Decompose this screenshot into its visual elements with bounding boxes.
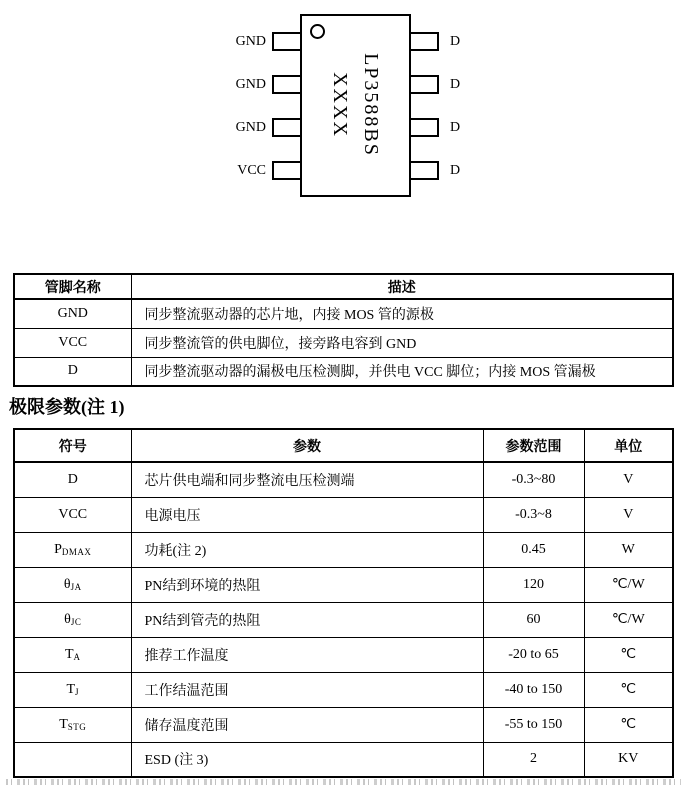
right-pin-stub-3 [409,118,439,137]
pin1-indicator-icon [310,24,325,39]
left-pin-label-4: VCC [237,163,266,178]
symbol-cell: θJC [14,602,131,637]
table-row [14,328,673,357]
unit-cell: ℃ [584,707,673,742]
symbol-cell: θJA [14,567,131,602]
left-pin-label-2: GND [235,77,266,92]
clipped-note-line [6,779,681,785]
symbol-cell [14,742,131,777]
chip-lot-code: XXXX [329,72,351,138]
parameter-cell: 工作结温范围 [131,672,483,707]
right-pin-label-4: D [450,163,461,178]
pin-name-header: 管脚名称 [14,274,131,299]
unit-cell: V [584,497,673,532]
pin-desc-cell: 同步整流管的供电脚位，接旁路电容到 GND [131,328,673,357]
left-pin-label-1: GND [235,34,266,49]
range-cell: -20 to 65 [483,637,584,672]
right-pin-stub-2 [409,75,439,94]
left-pin-stub-1 [272,32,302,51]
symbol-cell: VCC [14,497,131,532]
left-pin-label-3: GND [235,120,266,135]
pin-description-table [13,273,674,387]
table-row [14,637,673,672]
pin-desc-cell: 同步整流驱动器的漏极电压检测脚，并供电 VCC 脚位；内接 MOS 管漏极 [131,357,673,386]
right-pin-stub-4 [409,161,439,180]
package-diagram [0,0,687,230]
unit-cell: KV [584,742,673,777]
section-title: 极限参数(注 1) [9,397,125,417]
parameter-cell: ESD (注 3) [131,742,483,777]
table-row [14,357,673,386]
unit-header: 单位 [584,429,673,462]
unit-cell: V [584,462,673,497]
range-header: 参数范围 [483,429,584,462]
table-row [14,602,673,637]
limits-table [13,428,674,778]
parameter-cell: 功耗(注 2) [131,532,483,567]
table-row [14,299,673,328]
unit-cell: ℃ [584,672,673,707]
range-cell: 60 [483,602,584,637]
table-row [14,567,673,602]
table-row [14,532,673,567]
chip-part-number: LP3588BS [360,53,382,157]
unit-cell: W [584,532,673,567]
range-cell: 2 [483,742,584,777]
symbol-header: 符号 [14,429,131,462]
range-cell: 0.45 [483,532,584,567]
range-cell: -0.3~8 [483,497,584,532]
parameter-cell: 电源电压 [131,497,483,532]
unit-cell: ℃/W [584,567,673,602]
symbol-cell: PDMAX [14,532,131,567]
chip-label [324,35,386,175]
pin-name-cell: VCC [14,328,131,357]
symbol-cell: TJ [14,672,131,707]
description-header: 描述 [131,274,673,299]
left-pin-stub-4 [272,161,302,180]
right-pin-label-2: D [450,77,461,92]
range-cell: -40 to 150 [483,672,584,707]
table-row [14,707,673,742]
pin-name-cell: GND [14,299,131,328]
parameter-cell: 芯片供电端和同步整流电压检测端 [131,462,483,497]
parameter-cell: PN结到环境的热阻 [131,567,483,602]
table-row [14,497,673,532]
parameter-header: 参数 [131,429,483,462]
table-row [14,742,673,777]
table-row [14,672,673,707]
left-pin-stub-3 [272,118,302,137]
unit-cell: ℃/W [584,602,673,637]
right-pin-label-1: D [450,34,461,49]
range-cell: -55 to 150 [483,707,584,742]
pin-name-cell: D [14,357,131,386]
table-header-row [14,274,673,299]
table-header-row [14,429,673,462]
right-pin-label-3: D [450,120,461,135]
parameter-cell: 储存温度范围 [131,707,483,742]
unit-cell: ℃ [584,637,673,672]
left-pin-stub-2 [272,75,302,94]
symbol-cell: D [14,462,131,497]
range-cell: 120 [483,567,584,602]
range-cell: -0.3~80 [483,462,584,497]
symbol-cell: TA [14,637,131,672]
symbol-cell: TSTG [14,707,131,742]
right-pin-stub-1 [409,32,439,51]
parameter-cell: PN结到管壳的热阻 [131,602,483,637]
parameter-cell: 推荐工作温度 [131,637,483,672]
pin-desc-cell: 同步整流驱动器的芯片地，内接 MOS 管的源极 [131,299,673,328]
table-row [14,462,673,497]
